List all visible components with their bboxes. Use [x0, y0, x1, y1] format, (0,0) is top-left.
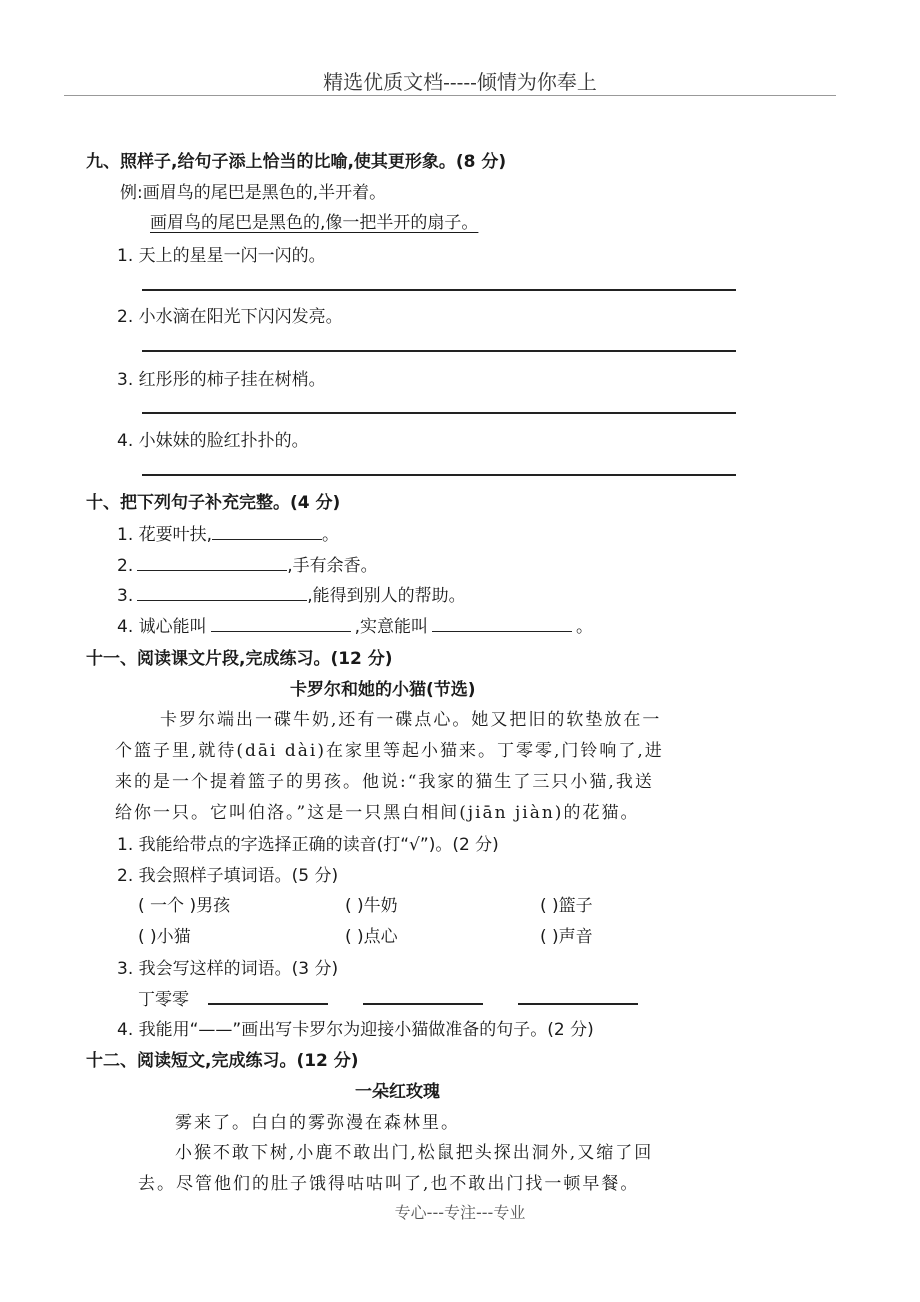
section-9-item-2: 2. 小水滴在阳光下闪闪发亮。: [117, 307, 343, 327]
section-10-item-3: [117, 581, 466, 606]
item-3-suffix: ,能得到别人的帮助。: [307, 586, 466, 606]
passage-1-line-2: 个篮子里,就待(dāi dài)在家里等起小猫来。丁零零,门铃响了,进: [115, 741, 664, 761]
word-fill-4: ( )小猫: [138, 927, 191, 947]
passage-1-line-4: 给你一只。它叫伯洛。”这是一只黑白相间(jiān jiàn)的花猫。: [115, 803, 640, 823]
item-4-suffix: 。: [576, 617, 594, 637]
word-fill-3: ( )篮子: [540, 896, 593, 916]
passage-2-title: 一朵红玫瑰: [355, 1082, 440, 1102]
section-12-title: 十二、阅读短文,完成练习。(12 分): [86, 1051, 359, 1071]
section-10-title: 十、把下列句子补充完整。(4 分): [86, 493, 341, 513]
item-2-suffix: ,手有余香。: [287, 556, 378, 576]
passage-1-line-3: 来的是一个提着篮子的男孩。他说:“我家的猫生了三只小猫,我送: [115, 772, 654, 792]
section-9-item-1: 1. 天上的星星一闪一闪的。: [117, 246, 326, 266]
word-fill-5: ( )点心: [345, 927, 398, 947]
answer-line-2: [142, 350, 736, 352]
fill-blank: [211, 615, 351, 632]
question-11-4: 4. 我能用“——”画出写卡罗尔为迎接小猫做准备的句子。(2 分): [117, 1020, 594, 1040]
item-2-prefix: 2.: [117, 556, 134, 576]
word-fill-6: ( )声音: [540, 927, 593, 947]
item-1-suffix: 。: [322, 525, 340, 545]
item-4-middle: ,实意能叫: [354, 617, 429, 637]
item-4-prefix: 4. 诚心能叫: [117, 617, 207, 637]
answer-line-4: [142, 474, 736, 476]
section-9-title: 九、照样子,给句子添上恰当的比喻,使其更形象。(8 分): [86, 152, 507, 172]
word-fill-2: ( )牛奶: [345, 896, 398, 916]
question-11-3: 3. 我会写这样的词语。(3 分): [117, 959, 339, 979]
word-fill-1: ( 一个 )男孩: [138, 896, 231, 916]
fill-blank: [212, 523, 322, 540]
section-9-item-3: 3. 红彤彤的柿子挂在树梢。: [117, 370, 326, 390]
answer-line-1: [142, 289, 736, 291]
section-10-item-2: [117, 551, 378, 576]
section-10-item-1: [117, 520, 339, 545]
question-11-3-example: 丁零零: [138, 990, 189, 1010]
passage-1-line-1: 卡罗尔端出一碟牛奶,还有一碟点心。她又把旧的软垫放在一: [160, 710, 662, 730]
fill-blank: [137, 554, 287, 571]
section-9-example-answer: 画眉鸟的尾巴是黑色的,像一把半开的扇子。: [150, 213, 479, 233]
section-9-example: 例:画眉鸟的尾巴是黑色的,半开着。: [120, 183, 387, 203]
question-11-1: 1. 我能给带点的字选择正确的读音(打“√”)。(2 分): [117, 835, 499, 855]
fill-blank: [432, 615, 572, 632]
fill-blank: [137, 584, 307, 601]
header-divider: [64, 95, 836, 96]
passage-1-title: 卡罗尔和她的小猫(节选): [290, 680, 476, 700]
section-11-title: 十一、阅读课文片段,完成练习。(12 分): [86, 649, 393, 669]
section-9-item-4: 4. 小妹妹的脸红扑扑的。: [117, 431, 309, 451]
section-10-item-4: [117, 612, 593, 637]
page-footer: 专心---专注---专业: [394, 1203, 526, 1222]
passage-2-line-1: 雾来了。白白的雾弥漫在森林里。: [175, 1113, 460, 1133]
word-blank-2: [363, 1003, 483, 1005]
answer-line-3: [142, 412, 736, 414]
question-11-2: 2. 我会照样子填词语。(5 分): [117, 866, 339, 886]
item-3-prefix: 3.: [117, 586, 134, 606]
passage-2-line-2: 小猴不敢下树,小鹿不敢出门,松鼠把头探出洞外,又缩了回: [175, 1143, 654, 1163]
word-blank-3: [518, 1003, 638, 1005]
passage-2-line-3: 去。尽管他们的肚子饿得咕咕叫了,也不敢出门找一顿早餐。: [138, 1174, 640, 1194]
word-blank-1: [208, 1003, 328, 1005]
page-header: 精选优质文档-----倾情为你奉上: [323, 70, 597, 94]
item-1-prefix: 1. 花要叶扶,: [117, 525, 213, 545]
